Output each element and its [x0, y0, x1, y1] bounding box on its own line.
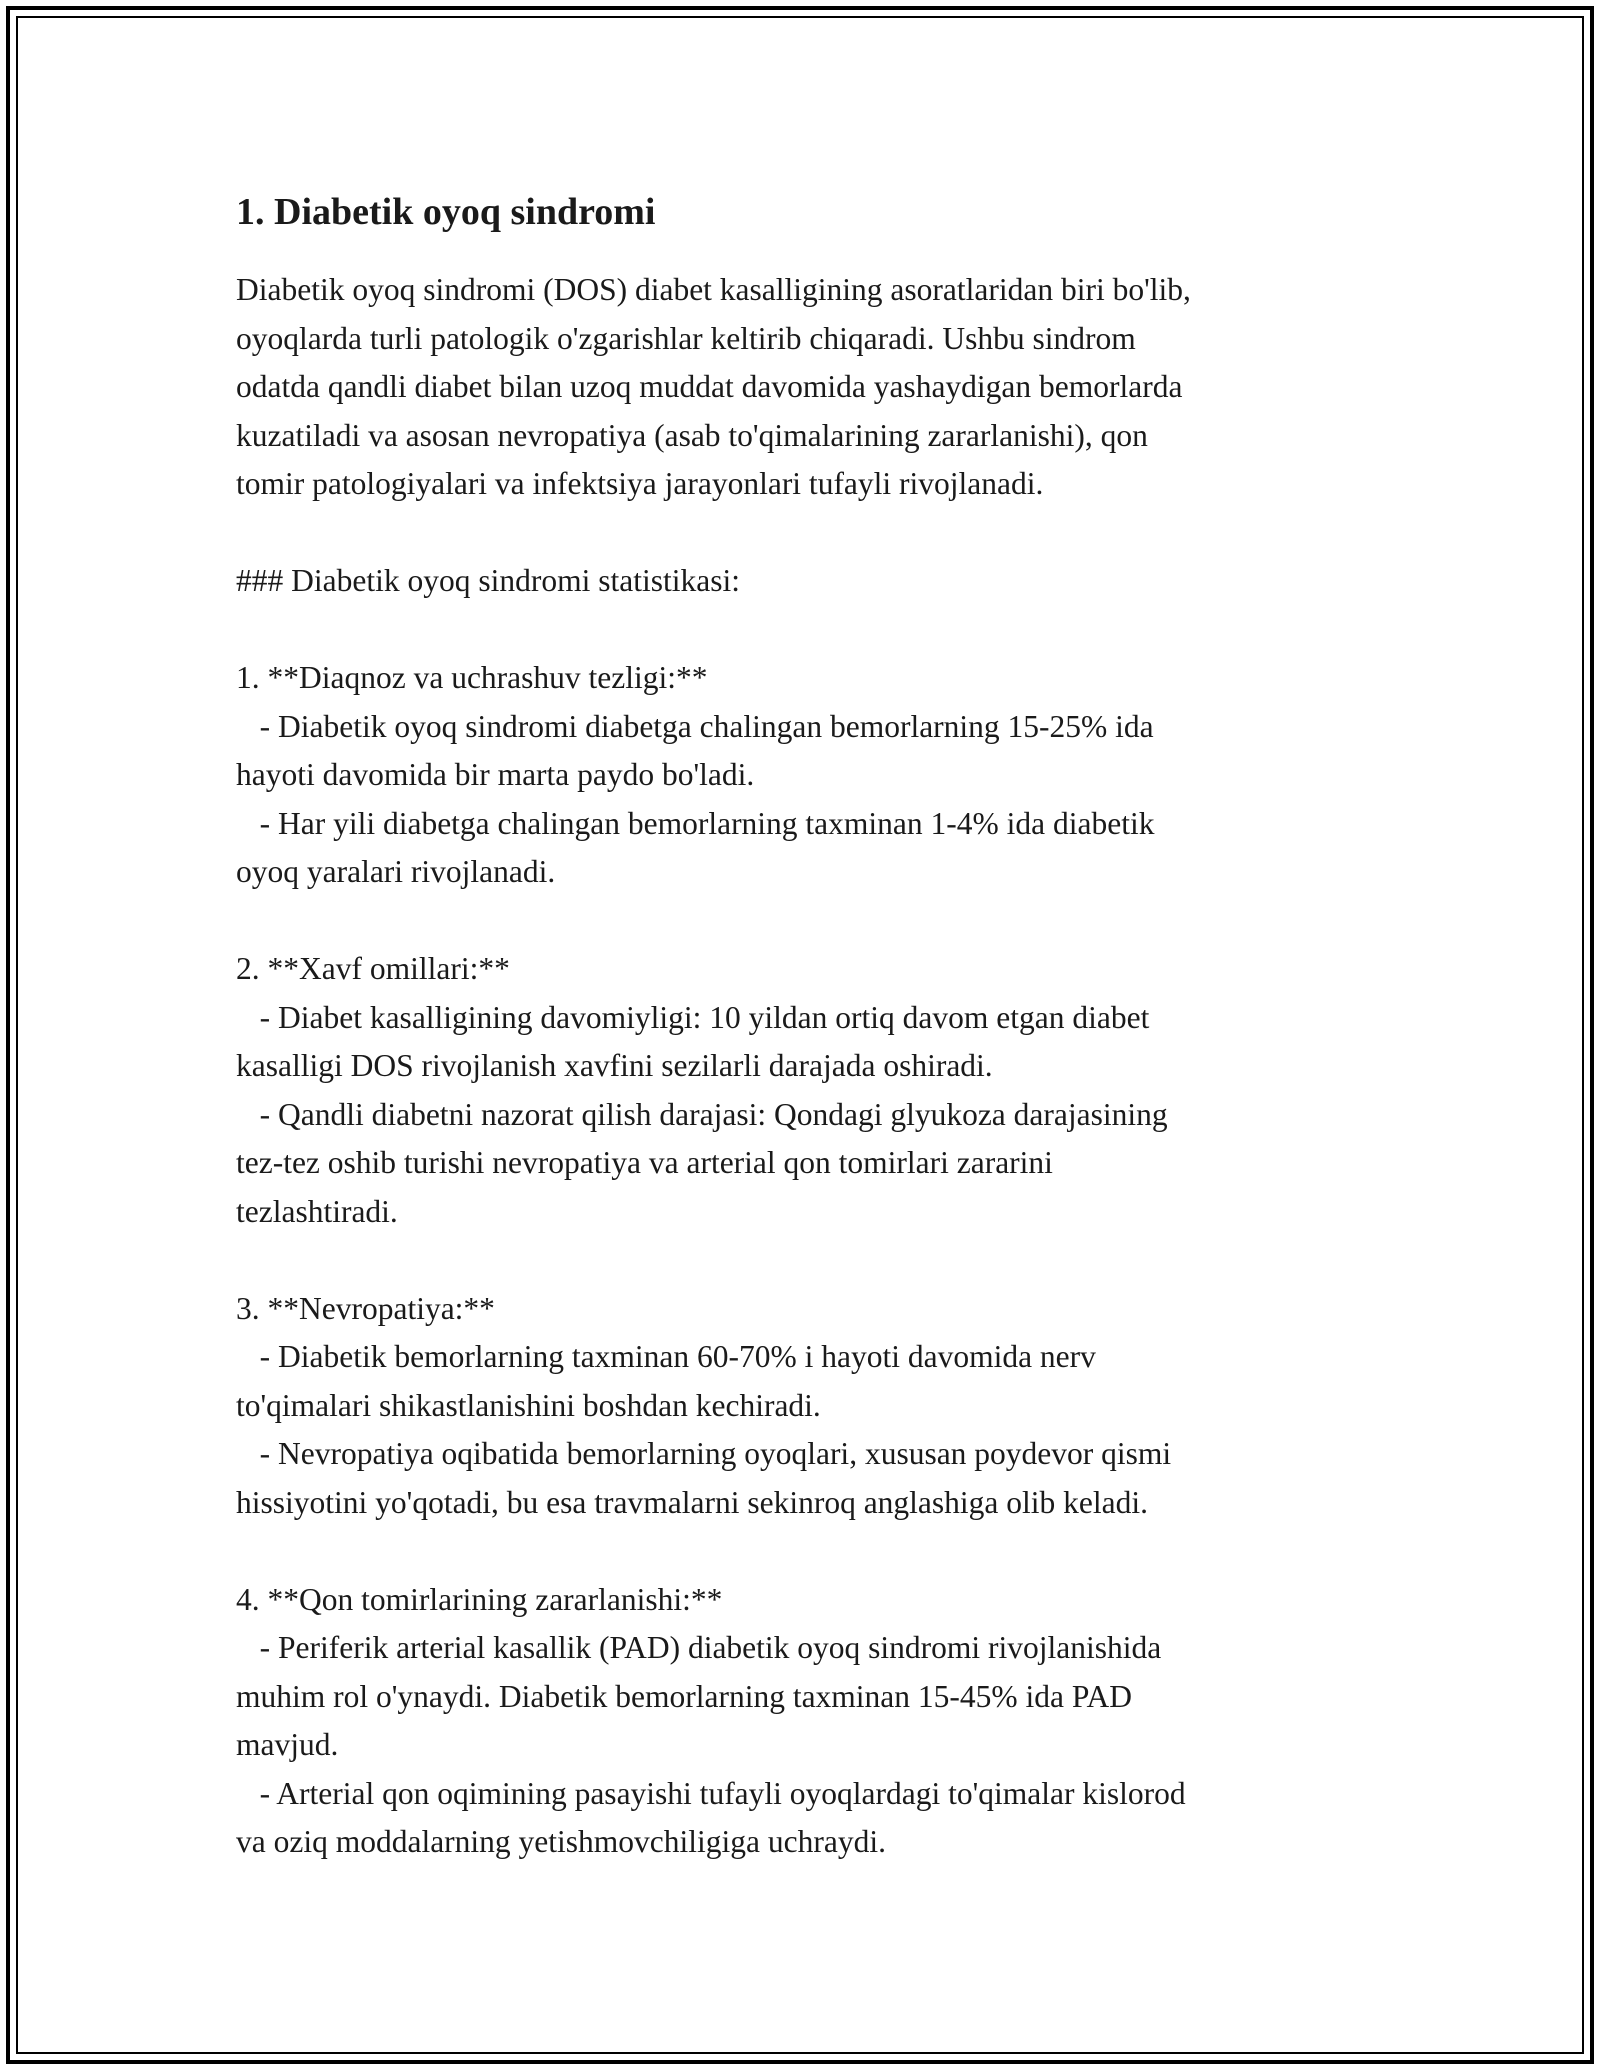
- section-heading: 2. **Xavf omillari:**: [236, 951, 510, 986]
- intro-line: kuzatiladi va asosan nevropatiya (asab to'qimalarining zararlanishi), qon: [236, 417, 1148, 453]
- section-heading: 3. **Nevropatiya:**: [236, 1290, 495, 1326]
- section-line: - Periferik arterial kasallik (PAD) diabetik oyoq sindromi rivojlanishida: [236, 1630, 1162, 1665]
- section-neuropathy: [236, 1285, 1366, 1528]
- section-line: - Har yili diabetga chalingan bemorlarning taxminan 1-4% ida diabetik: [236, 805, 1155, 841]
- section-heading: 1. **Diaqnoz va uchrashuv tezligi:**: [236, 660, 708, 695]
- intro-line: oyoqlarda turli patologik o'zgarishlar keltirib chiqaradi. Ushbu sindrom: [236, 320, 1136, 356]
- intro-line: odatda qandli diabet bilan uzoq muddat davomida yashaydigan bemorlarda: [236, 369, 1183, 404]
- document-title: 1. Diabetik oyoq sindromi: [236, 191, 656, 233]
- section-line: - Diabet kasalligining davomiyligi: 10 yildan ortiq davom etgan diabet: [236, 999, 1150, 1035]
- section-line: - Nevropatiya oqibatida bemorlarning oyoqlari, xususan poydevor qismi: [236, 1436, 1172, 1471]
- spacer: [236, 897, 1366, 946]
- section-line: hayoti davomida bir marta paydo bo'ladi.: [236, 757, 755, 792]
- section-heading: 4. **Qon tomirlarining zararlanishi:**: [236, 1581, 723, 1617]
- section-line: - Diabetik bemorlarning taxminan 60-70% i hayoti davomida nerv: [236, 1339, 1096, 1374]
- section-line: kasalligi DOS rivojlanish xavfini sezilarli darajada oshiradi.: [236, 1048, 993, 1083]
- spacer: [236, 1236, 1366, 1285]
- section-line: tezlashtiradi.: [236, 1193, 398, 1229]
- section-line: va oziq moddalarning yetishmovchiligiga uchraydi.: [236, 1824, 886, 1859]
- section-line: mavjud.: [236, 1727, 339, 1762]
- section-line: oyoq yaralari rivojlanadi.: [236, 854, 556, 889]
- section-line: - Qandli diabetni nazorat qilish darajasi: Qondagi glyukoza darajasining: [236, 1096, 1168, 1132]
- section-vascular-damage: [236, 1576, 1366, 1867]
- intro-paragraph: [236, 266, 1366, 509]
- section-diagnosis: [236, 654, 1366, 897]
- section-line: - Arterial qon oqimining pasayishi tufayli oyoqlardagi to'qimalar kislorod: [236, 1775, 1186, 1811]
- stats-heading: ### Diabetik oyoq sindromi statistikasi:: [236, 563, 740, 598]
- section-line: hissiyotini yo'qotadi, bu esa travmalarni sekinroq anglashiga olib keladi.: [236, 1484, 1148, 1520]
- section-line: to'qimalari shikastlanishini boshdan kechiradi.: [236, 1387, 821, 1423]
- spacer: [236, 606, 1366, 655]
- section-line: - Diabetik oyoq sindromi diabetga chalingan bemorlarning 15-25% ida: [236, 708, 1154, 744]
- intro-line: Diabetik oyoq sindromi (DOS) diabet kasalligining asoratlaridan biri bo'lib,: [236, 272, 1191, 307]
- spacer: [236, 1527, 1366, 1576]
- spacer: [236, 509, 1366, 558]
- section-risk-factors: [236, 945, 1366, 1236]
- section-line: tez-tez oshib turishi nevropatiya va arterial qon tomirlari zararini: [236, 1145, 1053, 1180]
- document-body: [236, 186, 1366, 1867]
- section-line: muhim rol o'ynaydi. Diabetik bemorlarning taxminan 15-45% ida PAD: [236, 1678, 1132, 1714]
- intro-line: tomir patologiyalari va infektsiya jarayonlari tufayli rivojlanadi.: [236, 466, 1044, 501]
